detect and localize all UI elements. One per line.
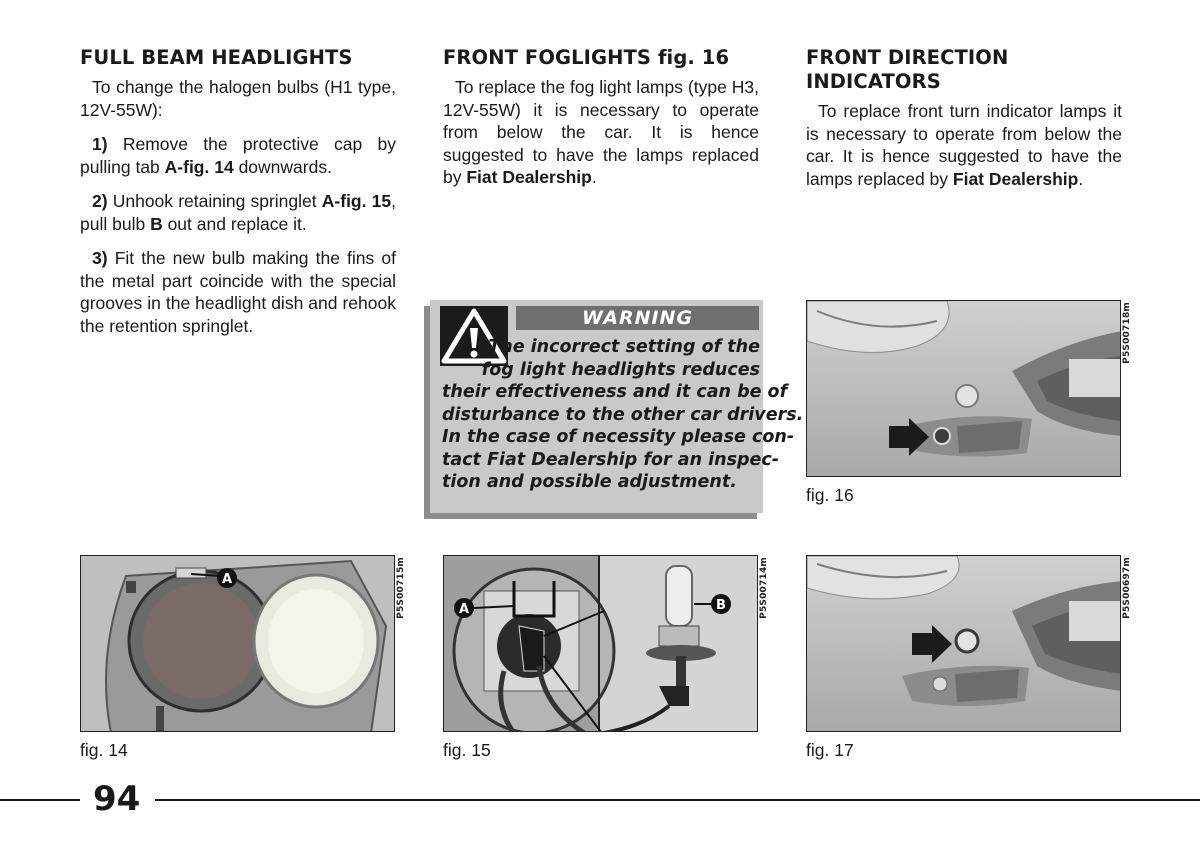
full-beam-step-2: 2) Unhook retaining springlet A-fig. 15, pull bulb B out and replace it. bbox=[80, 191, 396, 234]
full-beam-heading: FULL BEAM HEADLIGHTS bbox=[80, 46, 353, 69]
fig-15-code: P5S00714m bbox=[759, 557, 769, 619]
foglights-text: To replace the fog light lamps (type H3, 12V-55W) it is necessary to operate from below the car. It is hence suggested to have the lamps replaced by Fiat Dealership. bbox=[443, 77, 759, 187]
direction-indicators-heading: FRONT DIRECTION INDICATORS bbox=[806, 46, 1009, 93]
fig-17-code: P5S00697m bbox=[1122, 557, 1132, 619]
fig-15-label-b: B bbox=[716, 598, 726, 613]
full-beam-section bbox=[80, 46, 396, 349]
footer-rule-right bbox=[155, 799, 1200, 801]
warning-line: tion and possible adjustment. bbox=[442, 472, 737, 492]
fig-14-label-a: A bbox=[221, 572, 233, 587]
page-number: 94 bbox=[93, 779, 141, 819]
fig-14-caption: fig. 14 bbox=[80, 740, 128, 760]
fig-16-caption: fig. 16 bbox=[806, 485, 854, 505]
foglights-section bbox=[443, 46, 759, 201]
full-beam-step-1: 1) Remove the protective cap by pulling tab A-fig. 14 downwards. bbox=[80, 134, 396, 177]
warning-line: disturbance to the other car drivers. bbox=[442, 404, 804, 425]
fig-15-caption: fig. 15 bbox=[443, 740, 491, 760]
full-beam-intro: To change the halogen bulbs (H1 type, 12V-55W): bbox=[80, 77, 396, 120]
fig-15-image bbox=[443, 555, 758, 732]
fig-14-image bbox=[80, 555, 395, 732]
full-beam-step-3: 3) Fit the new bulb making the fins of the metal part coincide with the special grooves in the headlight dish and rehook the retention springlet. bbox=[80, 248, 396, 336]
fig-16-code: P5S00718m bbox=[1122, 302, 1132, 364]
footer-rule-left bbox=[0, 799, 80, 801]
warning-line: In the case of necessity please con- bbox=[442, 427, 795, 447]
warning-title: WARNING bbox=[516, 306, 759, 330]
warning-line: tact Fiat Dealership for an inspec- bbox=[442, 449, 780, 470]
warning-line: The incorrect setting of the bbox=[488, 337, 760, 357]
warning-line: fog light headlights reduces bbox=[481, 359, 760, 380]
fig-16-image bbox=[806, 300, 1121, 477]
warning-box bbox=[430, 300, 804, 513]
warning-text bbox=[442, 336, 804, 494]
direction-indicators-text: To replace front turn indicator lamps it is necessary to operate from below the car. It is hence suggested to have the lamps replaced by Fiat Dealership. bbox=[806, 101, 1122, 189]
warning-line: their effectiveness and it can be of bbox=[442, 382, 788, 402]
fig-14-code: P5S00715m bbox=[396, 557, 406, 619]
foglights-heading: FRONT FOGLIGHTS fig. 16 bbox=[443, 46, 730, 69]
fig-17-caption: fig. 17 bbox=[806, 740, 854, 760]
fig-15-label-a: A bbox=[458, 602, 470, 617]
direction-indicators-section bbox=[806, 46, 1122, 202]
fig-17-image bbox=[806, 555, 1121, 732]
